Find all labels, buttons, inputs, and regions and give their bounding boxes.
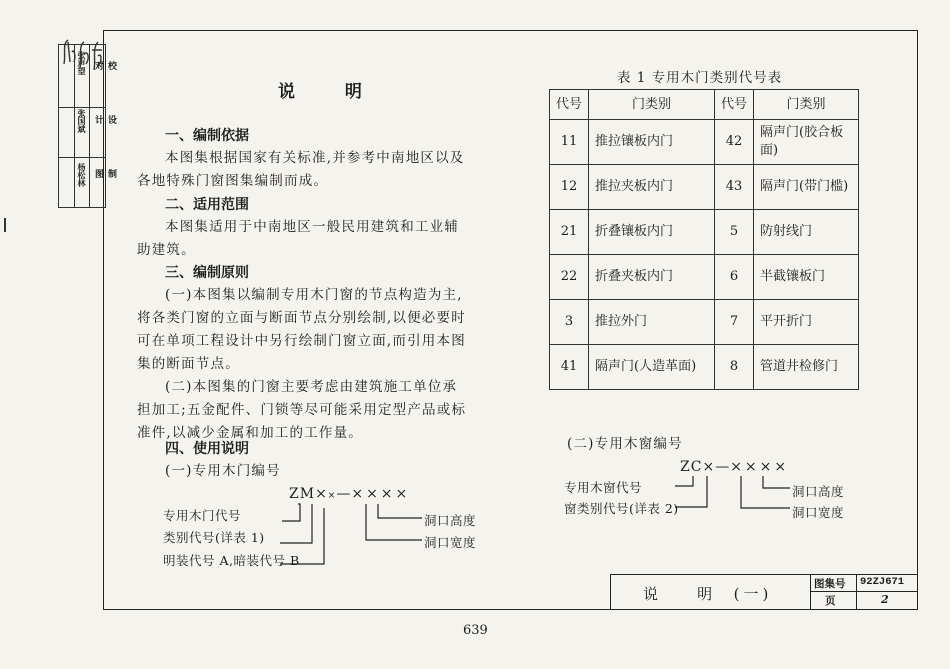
door-label-width: 洞口宽度 bbox=[424, 535, 477, 550]
page-no: 2 bbox=[881, 593, 889, 606]
section-3-line-5: (二)本图集的门窗主要考虑由建筑施工单位承 bbox=[165, 379, 458, 395]
table-row bbox=[550, 210, 859, 255]
section-2-line-1: 本图集适用于中南地区一般民用建筑和工业辅 bbox=[165, 219, 459, 235]
window-label-dedicated: 专用木窗代号 bbox=[564, 480, 643, 495]
section-4-heading: 四、使用说明 bbox=[165, 441, 249, 457]
atlas-no: 92ZJ671 bbox=[860, 576, 905, 588]
table-row bbox=[550, 345, 859, 390]
table-row bbox=[550, 165, 859, 210]
role-drawing: 制 图 bbox=[93, 169, 116, 178]
table-cell: 8 bbox=[715, 345, 754, 390]
table-cell: 7 bbox=[715, 300, 754, 345]
table-cell: 43 bbox=[715, 165, 754, 210]
table-row bbox=[550, 120, 859, 165]
table-cell: 折叠夹板内门 bbox=[589, 255, 715, 300]
door-code-prefix: ZM bbox=[289, 486, 316, 502]
name-drawing: 杨松林 bbox=[77, 163, 87, 187]
door-code-mark-1: × bbox=[315, 486, 328, 502]
window-label-category: 窗类别代号(详表 2) bbox=[564, 501, 679, 516]
page-label: 页 bbox=[825, 595, 836, 607]
name-check: 张声望 bbox=[77, 51, 87, 75]
atlas-no-label: 图集号 bbox=[814, 578, 846, 590]
door-code-mark-2: × bbox=[327, 491, 337, 501]
section-3-line-6: 担加工;五金配件、门锁等尽可能采用定型产品或标 bbox=[137, 402, 467, 418]
door-label-category: 类别代号(详表 1) bbox=[163, 530, 265, 545]
section-1-heading: 一、编制依据 bbox=[165, 128, 249, 144]
window-code bbox=[680, 459, 789, 475]
table-header-category: 门类别 bbox=[589, 90, 715, 120]
title-block bbox=[610, 574, 917, 609]
window-code-leader-lines bbox=[675, 474, 795, 514]
table-cell: 推拉镶板内门 bbox=[589, 120, 715, 165]
section-1-line-1: 本图集根据国家有关标准,并参考中南地区以及 bbox=[165, 150, 465, 166]
window-code-mark: × bbox=[702, 459, 716, 475]
table-cell: 22 bbox=[550, 255, 589, 300]
door-category-table bbox=[549, 89, 859, 390]
page-title: 说 明 bbox=[278, 82, 384, 102]
section-4-subheading: (一)专用木门编号 bbox=[165, 463, 281, 479]
door-code-leader-lines bbox=[280, 500, 430, 565]
table-cell: 12 bbox=[550, 165, 589, 210]
title-block-title: 说 明 (一) bbox=[643, 585, 773, 603]
section-2-heading: 二、适用范围 bbox=[165, 197, 249, 213]
table-cell: 42 bbox=[715, 120, 754, 165]
door-label-mount: 明装代号 A,暗装代号 B bbox=[163, 553, 300, 568]
margin-mark bbox=[4, 218, 6, 232]
section-3-line-1: (一)本图集以编制专用木门窗的节点构造为主, bbox=[165, 287, 463, 303]
window-code-prefix: ZC bbox=[680, 459, 703, 475]
window-code-separator: — bbox=[715, 459, 731, 475]
table-row bbox=[550, 300, 859, 345]
window-code-heading: (二)专用木窗编号 bbox=[567, 436, 683, 452]
handwritten-signatures bbox=[58, 34, 106, 74]
section-3-line-7: 准件,以减少金属和加工的工作量。 bbox=[137, 425, 363, 441]
table-cell: 21 bbox=[550, 210, 589, 255]
table-cell: 3 bbox=[550, 300, 589, 345]
table-cell: 11 bbox=[550, 120, 589, 165]
table-cell: 平开折门 bbox=[754, 300, 859, 345]
table-cell: 隔声门(带门槛) bbox=[754, 165, 859, 210]
table-cell: 推拉夹板内门 bbox=[589, 165, 715, 210]
role-design: 设 计 bbox=[93, 115, 116, 124]
door-label-height: 洞口高度 bbox=[424, 513, 477, 528]
table-cell: 半截镶板门 bbox=[754, 255, 859, 300]
page-number: 639 bbox=[463, 623, 488, 638]
table-cell: 推拉外门 bbox=[589, 300, 715, 345]
table-cell: 折叠镶板内门 bbox=[589, 210, 715, 255]
table-cell: 5 bbox=[715, 210, 754, 255]
table-caption: 表 1 专用木门类别代号表 bbox=[617, 70, 783, 86]
door-code-tail: ×××× bbox=[351, 486, 411, 502]
table-cell: 41 bbox=[550, 345, 589, 390]
table-header-category-2: 门类别 bbox=[754, 90, 859, 120]
table-cell: 管道井检修门 bbox=[754, 345, 859, 390]
table-header-code: 代号 bbox=[550, 90, 589, 120]
section-2-line-2: 助建筑。 bbox=[137, 242, 196, 258]
table-header-code-2: 代号 bbox=[715, 90, 754, 120]
door-label-dedicated: 专用木门代号 bbox=[163, 508, 242, 523]
window-label-width: 洞口宽度 bbox=[792, 505, 845, 520]
table-cell: 隔声门(人造革面) bbox=[589, 345, 715, 390]
role-check: 校 对 bbox=[93, 61, 116, 70]
window-code-tail: ×××× bbox=[730, 459, 790, 475]
section-3-heading: 三、编制原则 bbox=[165, 265, 249, 281]
section-1-line-2: 各地特殊门窗图集编制而成。 bbox=[137, 173, 329, 189]
table-cell: 6 bbox=[715, 255, 754, 300]
section-3-line-4: 集的断面节点。 bbox=[137, 356, 240, 372]
door-code-separator: — bbox=[336, 486, 352, 502]
table-cell: 防射线门 bbox=[754, 210, 859, 255]
table-cell: 隔声门(胶合板面) bbox=[754, 120, 859, 165]
section-3-line-3: 可在单项工程设计中另行绘制门窗立面,而引用本图 bbox=[137, 333, 466, 349]
table-row bbox=[550, 255, 859, 300]
window-label-height: 洞口高度 bbox=[792, 484, 845, 499]
name-design: 张国斌 bbox=[77, 109, 87, 133]
section-3-line-2: 将各类门窗的立面与断面节点分别绘制,以便必要时 bbox=[137, 310, 466, 326]
